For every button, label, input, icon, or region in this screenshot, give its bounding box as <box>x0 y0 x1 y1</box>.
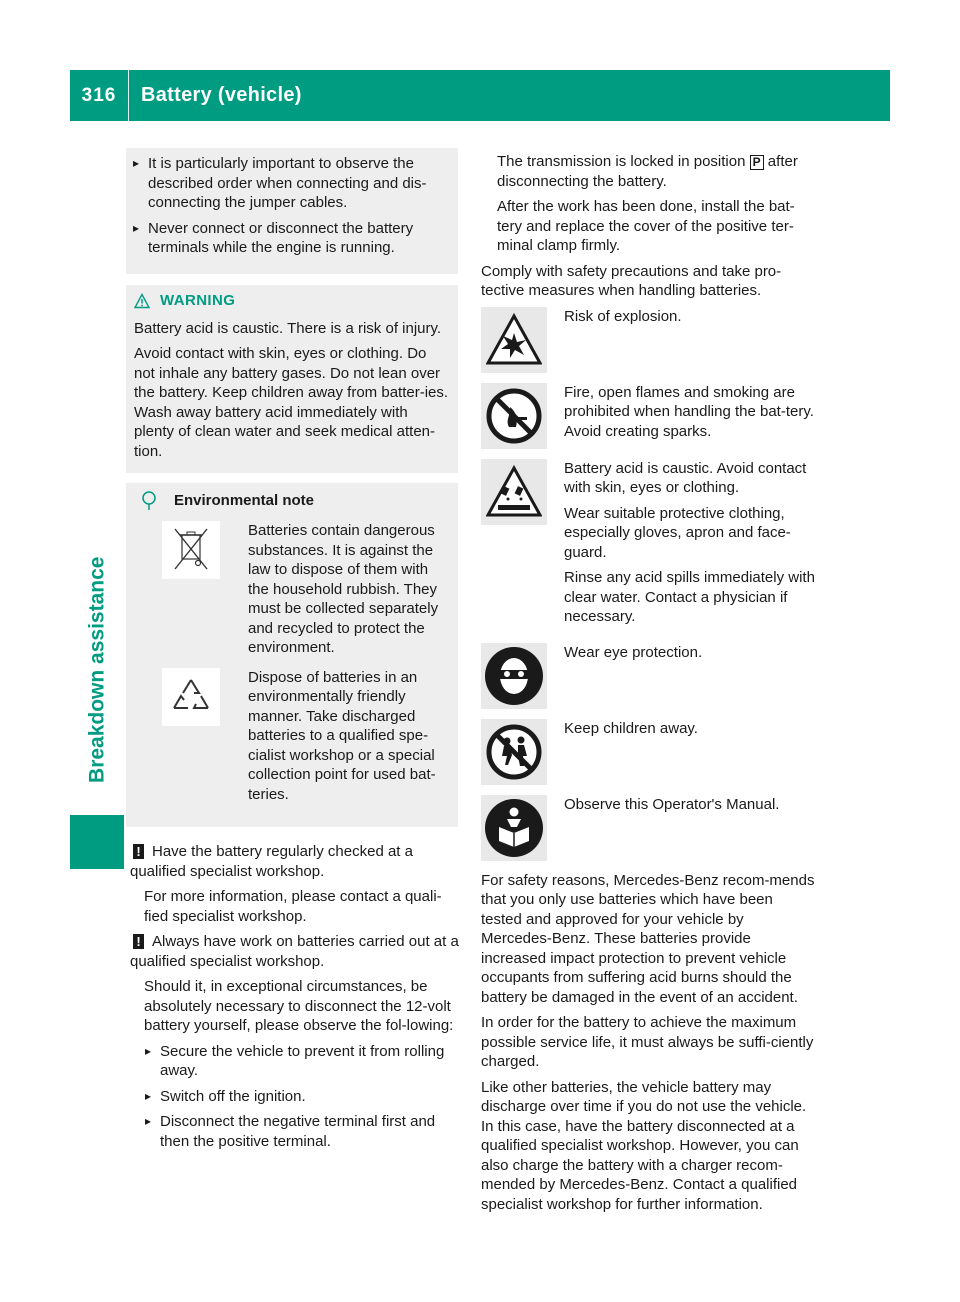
list-item: Keep children away. <box>481 719 815 785</box>
no-fire-no-smoking-icon <box>481 383 547 449</box>
list-item: ▸ Disconnect the negative terminal first and then the positive terminal. <box>144 1112 462 1151</box>
environmental-note-text: Dispose of batteries in an environmentally friendly manner. Take discharged batteries to a qualified spe-cialist workshop or a special collection point for used bat-teries. <box>248 668 436 803</box>
list-item: ▸ It is particularly important to observe the described order when connecting and dis-connecting the jumper cables. <box>132 154 448 213</box>
list-item: Risk of explosion. <box>481 307 815 373</box>
note-bullet-list <box>144 1042 462 1152</box>
exclamation-icon: ! <box>133 934 144 949</box>
page-header <box>70 70 890 121</box>
body-text: Comply with safety precautions and take pro-tective measures when handling batteries. <box>481 262 782 299</box>
body-text: In order for the battery to achieve the maximum possible service life, it must always be suffi-ciently charged. <box>481 1014 814 1070</box>
list-item: ▸ Never connect or disconnect the battery terminals while the engine is running. <box>132 219 448 258</box>
note-text: For more information, please contact a quali-fied specialist workshop. <box>144 888 442 925</box>
explosion-warning-icon <box>481 307 547 373</box>
eye-protection-icon <box>481 643 547 709</box>
crossed-out-bin-icon <box>162 521 220 579</box>
list-item: Wear eye protection. <box>481 643 815 709</box>
keep-children-away-icon <box>481 719 547 785</box>
list-item: ▸ Switch off the ignition. <box>144 1087 462 1107</box>
exclamation-icon: ! <box>133 844 144 859</box>
warning-title: WARNING <box>160 292 236 309</box>
note-text: Should it, in exceptional circumstances, be absolutely necessary to disconnect the 12-volt battery yourself, please observe the fol-lowing: <box>144 978 454 1034</box>
list-item <box>138 668 448 805</box>
warning-text: Battery acid is caustic. There is a risk of injury. <box>134 319 442 337</box>
side-tab-label: Breakdown assistance <box>85 556 109 784</box>
warning-triangle-icon <box>134 293 150 309</box>
body-text: After the work has been done, install the bat-tery and replace the cover of the positive ter-minal clamp firmly. <box>497 198 795 254</box>
warning-box <box>126 285 458 473</box>
notice-box <box>126 148 458 274</box>
body-text: Like other batteries, the vehicle battery may discharge over time if you do not use the vehicle. In this case, have the battery disconnected at a qualified specialist workshop. However, you can also charge the battery with a charger recom-mended by Mercedes-Benz. Contact a qualified specialist workshop for further information. <box>481 1078 807 1213</box>
side-tab-marker <box>70 815 124 869</box>
list-item: Observe this Operator's Manual. <box>481 795 815 861</box>
warning-text: Avoid contact with skin, eyes or clothing. Do not inhale any battery gases. Do not lean over the battery. Keep children away from batter-ies. Wash away battery acid immediately with plenty of clean water and seek medical atten-tion. <box>134 345 449 460</box>
recycle-icon <box>162 668 220 726</box>
caution-note <box>130 842 462 932</box>
notice-bullet-list <box>126 148 458 258</box>
lightbulb-icon <box>140 491 158 511</box>
transmission-text: The transmission is locked in position P after disconnecting the battery. <box>497 153 798 190</box>
page-title: Battery (vehicle) <box>141 83 302 106</box>
body-text: For safety reasons, Mercedes-Benz recom-mends that you only use batteries which have been tested and approved for your vehicle by Mercedes-Benz. These batteries provide increased impact protection to prevent vehicle occupants from suffering acid burns should the battery be damaged in the event of an accident. <box>481 871 815 1006</box>
corrosive-warning-icon <box>481 459 547 525</box>
list-item <box>138 521 448 658</box>
note-text: Have the battery regularly checked at a qualified specialist workshop. <box>130 843 413 880</box>
list-item: Battery acid is caustic. Avoid contact with skin, eyes or clothing. Wear suitable protective clothing, especially gloves, apron and face-guard. Rinse any acid spills immediately with clear water. Contact a physician if necessary. <box>481 459 815 633</box>
list-item: ▸ Secure the vehicle to prevent it from rolling away. <box>144 1042 462 1081</box>
park-position-symbol: P <box>750 155 764 170</box>
environmental-note-text: Batteries contain dangerous substances. It is against the law to dispose of them with the household rubbish. They must be collected separately and recycled to protect the environment. <box>248 522 439 656</box>
read-manual-icon <box>481 795 547 861</box>
caution-note <box>130 932 462 1157</box>
environmental-note-box <box>126 483 458 827</box>
page-number: 316 <box>70 70 129 121</box>
note-text: Always have work on batteries carried out at a qualified specialist workshop. <box>130 933 459 970</box>
environmental-note-title: Environmental note <box>174 492 315 510</box>
right-column <box>481 152 815 1220</box>
side-tab <box>75 530 119 810</box>
list-item: Fire, open flames and smoking are prohibited when handling the bat-tery. Avoid creating sparks. <box>481 383 815 449</box>
